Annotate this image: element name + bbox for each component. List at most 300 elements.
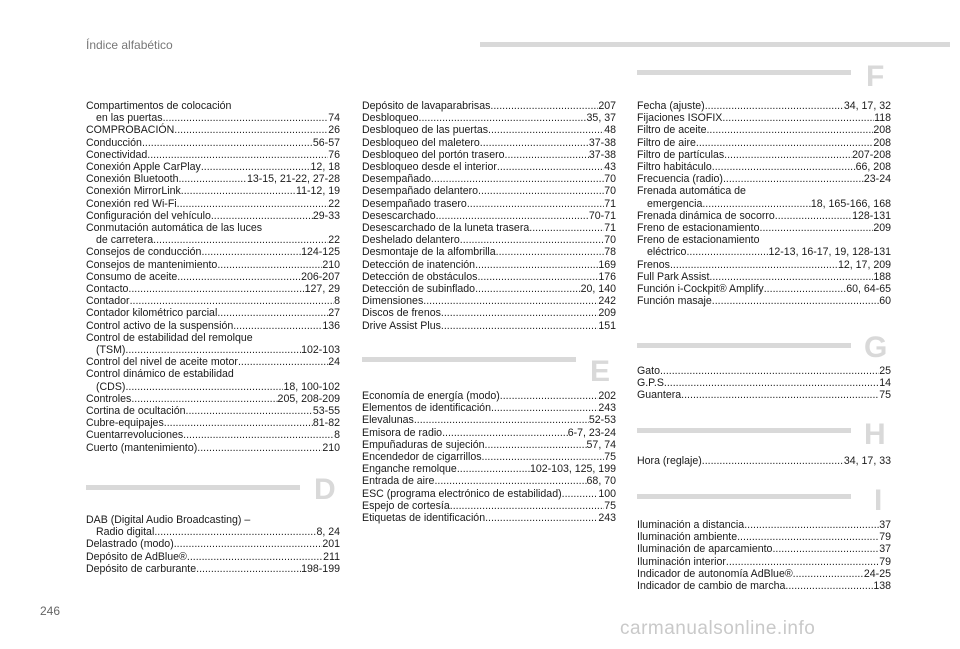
index-entry-pages: 76: [328, 148, 340, 161]
dot-leader: [154, 526, 316, 538]
index-entry: [86, 137, 340, 149]
index-entry-pages: 70: [604, 185, 616, 198]
index-entry: [637, 283, 891, 295]
index-entry-pages: 60, 64-65: [846, 283, 891, 296]
index-entry-label: Contador kilométrico parcial: [86, 307, 218, 320]
index-entry: [362, 271, 616, 283]
index-entry: [362, 222, 616, 234]
index-entry-label: Freno de estacionamiento: [637, 234, 760, 247]
dot-leader: [196, 563, 301, 575]
dot-leader: [562, 488, 599, 500]
dot-leader: [460, 234, 604, 246]
index-entry-label: Conexión Apple CarPlay: [86, 161, 201, 174]
index-entry-pages: 205, 208-209: [277, 392, 340, 405]
dot-leader: [187, 551, 323, 563]
index-column-3-g: [637, 365, 891, 402]
index-column-2-e: [362, 390, 616, 524]
index-entry-pages: 74: [328, 112, 340, 125]
index-entry-label: Depósito de AdBlue®: [86, 550, 187, 563]
index-entry-label: Desbloqueo del maletero: [362, 136, 480, 149]
index-entry: [637, 112, 891, 124]
index-entry-pages: 29-33: [312, 209, 340, 222]
dot-leader: [496, 246, 605, 258]
dot-leader: [726, 556, 879, 568]
dot-leader: [760, 222, 874, 234]
index-entry-label: Detección de inatención: [362, 258, 476, 271]
letter-divider-g: [637, 343, 851, 348]
index-entry-label: Filtro de partículas: [637, 148, 725, 161]
dot-leader: [488, 124, 604, 136]
index-entry-pages: 52-53: [588, 414, 616, 427]
dot-leader: [475, 283, 581, 295]
index-entry-pages: 75: [604, 451, 616, 464]
index-entry-pages: 188: [873, 270, 891, 283]
index-entry-pages: 79: [879, 555, 891, 568]
index-column-1-d: [86, 514, 340, 575]
index-entry: [637, 295, 891, 307]
index-entry-pages: 27: [328, 307, 340, 320]
index-entry: [86, 563, 340, 575]
index-entry-label: Discos de frenos: [362, 307, 441, 320]
index-entry-label: Deshelado delantero: [362, 234, 460, 247]
index-entry-label: Dimensiones: [362, 295, 424, 308]
dot-leader: [686, 246, 768, 258]
index-entry-pages: 243: [598, 402, 616, 415]
index-entry: [362, 295, 616, 307]
index-entry-label: Detección de subinflado: [362, 283, 476, 296]
index-entry: [86, 222, 340, 234]
index-entry: [86, 442, 340, 454]
dot-leader: [723, 173, 864, 185]
index-entry-label: Hora (reglaje): [637, 455, 702, 467]
index-entry-label: G.P.S.: [637, 377, 667, 390]
index-entry-label: Economía de energía (modo): [362, 390, 500, 402]
index-entry-label: Consumo de aceite: [86, 270, 178, 283]
index-entry: [86, 173, 340, 185]
index-entry-pages: 11-12, 19: [296, 185, 340, 198]
letter-heading-i: I: [874, 484, 883, 517]
dot-leader: [764, 283, 847, 295]
index-entry: [362, 161, 616, 173]
index-entry-label: Controles: [86, 392, 132, 405]
index-entry-label: Drive Assist Plus: [362, 319, 441, 332]
index-entry-label: Desescarchado de la luneta trasera: [362, 222, 530, 235]
index-entry: [362, 475, 616, 487]
index-entry-label: Control activo de la suspensión: [86, 319, 234, 332]
index-entry: [362, 124, 616, 136]
index-entry-label: Frenos: [637, 258, 670, 271]
dot-leader: [480, 137, 589, 149]
index-entry-label: Conducción: [86, 136, 142, 149]
index-entry: [637, 149, 891, 161]
index-entry-label: Conexión MirrorLink: [86, 185, 181, 198]
index-entry: [86, 526, 340, 538]
dot-leader: [681, 389, 879, 401]
index-entry: [86, 417, 340, 429]
dot-leader: [467, 198, 604, 210]
index-entry-pages: 242: [598, 295, 616, 308]
index-column-1-c: [86, 100, 340, 454]
index-entry: [86, 405, 340, 417]
index-entry: [86, 356, 340, 368]
index-entry-label: Consejos de conducción: [86, 246, 202, 259]
dot-leader: [125, 381, 283, 393]
index-entry-label: Función i-Cockpit® Amplify: [637, 283, 764, 296]
index-entry-pages: 209: [598, 307, 616, 320]
index-entry-label: Entrada de aire: [362, 475, 435, 488]
dot-leader: [477, 271, 598, 283]
index-entry-label: Frenada dinámica de socorro: [637, 209, 775, 222]
index-column-3-h: [637, 455, 891, 467]
index-entry-pages: 60: [879, 295, 891, 308]
dot-leader: [696, 137, 873, 149]
index-entry-label: Cuerto (mantenimiento): [86, 441, 198, 454]
dot-leader: [529, 222, 604, 234]
index-entry: [86, 100, 340, 112]
index-entry-pages: 12-13, 16-17, 19, 128-131: [768, 246, 891, 259]
index-entry-pages: 6-7, 23-24: [567, 426, 616, 439]
index-entry: [86, 246, 340, 258]
index-entry-label: Configuración del vehículo: [86, 209, 211, 222]
dot-leader: [490, 100, 598, 112]
index-entry-label: Cuentarrevoluciones: [86, 429, 184, 442]
index-entry-label: Cortina de ocultación: [86, 405, 186, 418]
index-entry-label: Desempañado: [362, 173, 431, 186]
index-entry: [362, 451, 616, 463]
index-entry: [362, 259, 616, 271]
index-entry: [362, 100, 616, 112]
index-entry: [362, 246, 616, 258]
index-entry-label: Gato: [637, 365, 660, 377]
index-entry-label: de carretera: [96, 234, 154, 247]
index-entry-pages: 18, 100-102: [283, 380, 340, 393]
dot-leader: [153, 234, 328, 246]
index-entry: [637, 519, 891, 531]
dot-leader: [217, 307, 328, 319]
index-entry-pages: 136: [322, 319, 340, 332]
dot-leader: [423, 295, 598, 307]
index-entry-pages: 70: [604, 173, 616, 186]
index-entry: [86, 210, 340, 222]
index-entry-pages: 12, 18: [310, 161, 340, 174]
index-entry-pages: 75: [879, 389, 891, 402]
index-entry: [637, 568, 891, 580]
index-entry-label: Filtro habitáculo: [637, 161, 712, 174]
index-entry-pages: 34, 17, 33: [843, 455, 891, 467]
index-entry: [362, 439, 616, 451]
dot-leader: [485, 439, 587, 451]
index-entry-pages: 210: [322, 258, 340, 271]
index-entry-pages: 37: [879, 543, 891, 556]
index-entry: [362, 283, 616, 295]
index-entry-pages: 8: [334, 429, 340, 442]
index-entry-label: Compartimentos de colocación: [86, 100, 232, 112]
index-entry-pages: 70: [604, 234, 616, 247]
dot-leader: [197, 442, 322, 454]
index-entry-label: Empuñaduras de sujeción: [362, 438, 485, 451]
index-entry-label: COMPROBACIÓN: [86, 124, 175, 137]
index-entry-label: Guantera: [637, 389, 682, 402]
index-entry: [637, 455, 891, 467]
dot-leader: [174, 538, 323, 550]
index-entry: [86, 295, 340, 307]
letter-heading-f: F: [866, 60, 885, 93]
dot-leader: [772, 543, 879, 555]
index-entry-label: Desempañado trasero: [362, 197, 467, 210]
index-entry-pages: 35, 37: [586, 112, 616, 125]
dot-leader: [183, 429, 334, 441]
dot-leader: [177, 271, 301, 283]
index-entry: [362, 488, 616, 500]
dot-leader: [793, 568, 864, 580]
index-entry: [86, 259, 340, 271]
dot-leader: [178, 173, 246, 185]
index-entry: [637, 259, 891, 271]
index-entry: [637, 271, 891, 283]
dot-leader: [497, 161, 604, 173]
index-entry-label: Etiquetas de identificación: [362, 512, 486, 525]
index-entry: [86, 198, 340, 210]
index-entry-pages: 201: [322, 538, 340, 551]
index-entry-pages: 207-208: [852, 148, 891, 161]
index-entry: [86, 332, 340, 344]
index-entry-pages: 37-38: [588, 136, 616, 149]
index-entry-pages: 8, 24: [316, 526, 340, 539]
index-entry: [362, 149, 616, 161]
dot-leader: [706, 124, 873, 136]
index-entry-label: eléctrico: [647, 246, 687, 259]
index-entry-pages: 202: [598, 390, 616, 402]
dot-leader: [667, 377, 879, 389]
index-entry-label: (TSM): [96, 344, 126, 357]
index-entry-label: Consejos de mantenimiento: [86, 258, 218, 271]
dot-leader: [702, 455, 844, 467]
dot-leader: [702, 198, 811, 210]
dot-leader: [419, 112, 587, 124]
dot-leader: [485, 512, 598, 524]
index-entry-label: Elevalunas: [362, 414, 414, 427]
letter-heading-g: G: [864, 331, 888, 364]
index-entry: [362, 234, 616, 246]
index-entry-label: Fijaciones ISOFIX: [637, 112, 723, 125]
index-entry-pages: 37-38: [588, 148, 616, 161]
index-entry-pages: 209: [873, 222, 891, 235]
index-entry: [362, 500, 616, 512]
index-entry: [362, 185, 616, 197]
index-entry-pages: 43: [604, 161, 616, 174]
index-entry-label: Desbloqueo: [362, 112, 419, 125]
index-entry-label: Depósito de lavaparabrisas: [362, 100, 491, 112]
index-entry-pages: 20, 140: [580, 283, 616, 296]
dot-leader: [434, 475, 586, 487]
index-entry: [362, 112, 616, 124]
watermark-text: carmanualsonline.info: [620, 618, 816, 639]
index-entry-pages: 102-103, 125, 199: [529, 463, 616, 476]
index-entry-label: Conmutación automática de las luces: [86, 222, 263, 235]
letter-heading-h: H: [864, 418, 886, 451]
dot-leader: [705, 100, 844, 112]
dot-leader: [722, 112, 874, 124]
index-entry: [362, 198, 616, 210]
index-entry: [86, 551, 340, 563]
index-entry: [86, 514, 340, 526]
index-entry-pages: 81-82: [312, 417, 340, 430]
dot-leader: [233, 320, 322, 332]
dot-leader: [131, 393, 277, 405]
index-entry-pages: 57, 74: [586, 438, 616, 451]
index-entry-pages: 124-125: [301, 246, 340, 259]
index-entry: [86, 368, 340, 380]
dot-leader: [163, 112, 329, 124]
index-entry-pages: 24-25: [863, 567, 891, 580]
letter-divider-d: [86, 485, 300, 490]
index-entry-pages: 14: [879, 377, 891, 390]
index-entry-label: (CDS): [96, 380, 126, 393]
index-entry: [362, 402, 616, 414]
index-column-3-f: [637, 100, 891, 307]
index-entry-pages: 78: [604, 246, 616, 259]
dot-leader: [491, 402, 598, 414]
index-entry-pages: 169: [598, 258, 616, 271]
dot-leader: [201, 246, 301, 258]
index-entry-label: Control del nivel de aceite motor: [86, 356, 238, 369]
dot-leader: [660, 365, 879, 377]
dot-leader: [785, 580, 873, 592]
index-entry-pages: 53-55: [312, 405, 340, 418]
index-entry-label: Indicador de autonomía AdBlue®: [637, 567, 793, 580]
index-entry-pages: 118: [874, 112, 891, 125]
dot-leader: [724, 149, 852, 161]
index-entry-pages: 26: [328, 124, 340, 137]
index-entry-pages: 34, 17, 32: [843, 100, 891, 112]
letter-heading-e: E: [590, 355, 611, 388]
index-entry: [637, 556, 891, 568]
index-entry: [362, 414, 616, 426]
index-column-2-d: [362, 100, 616, 332]
dot-leader: [211, 210, 313, 222]
index-entry-label: Espejo de cortesía: [362, 499, 450, 512]
index-entry: [362, 307, 616, 319]
index-entry-pages: 208: [873, 136, 891, 149]
dot-leader: [431, 173, 604, 185]
index-entry-label: DAB (Digital Audio Broadcasting) –: [86, 514, 251, 526]
index-entry: [86, 185, 340, 197]
index-entry: [362, 390, 616, 402]
dot-leader: [482, 451, 605, 463]
index-entry-pages: 211: [323, 550, 340, 563]
index-entry: [637, 365, 891, 377]
index-entry-label: Detección de obstáculos: [362, 270, 478, 283]
index-entry: [637, 389, 891, 401]
dot-leader: [505, 149, 589, 161]
dot-leader: [712, 161, 856, 173]
letter-divider-h: [637, 428, 851, 433]
index-entry-label: Desmontaje de la alfombrilla: [362, 246, 496, 259]
index-entry-label: Freno de estacionamiento: [637, 222, 760, 235]
index-entry-label: Desempañado delantero: [362, 185, 479, 198]
dot-leader: [414, 414, 589, 426]
index-entry-pages: 243: [598, 512, 616, 525]
dot-leader: [217, 259, 322, 271]
index-entry-pages: 151: [598, 319, 616, 332]
dot-leader: [128, 283, 304, 295]
index-entry-label: Función masaje: [637, 295, 712, 308]
index-entry-label: Delastrado (modo): [86, 538, 174, 551]
index-entry-pages: 68, 70: [586, 475, 616, 488]
index-entry: [86, 393, 340, 405]
dot-leader: [147, 149, 328, 161]
index-entry: [86, 271, 340, 283]
index-entry-label: Frenada automática de: [637, 185, 746, 198]
index-entry-pages: 127, 29: [304, 283, 340, 296]
index-entry-label: Elementos de identificación: [362, 402, 491, 415]
index-column-3-i: [637, 519, 891, 592]
index-entry-pages: 22: [328, 197, 340, 210]
index-entry: [637, 222, 891, 234]
dot-leader: [238, 356, 328, 368]
index-entry: [86, 538, 340, 550]
index-entry-label: Desbloqueo de las puertas: [362, 124, 489, 137]
index-entry-label: Depósito de carburante: [86, 562, 197, 575]
index-entry: [637, 161, 891, 173]
index-entry-pages: 210: [322, 441, 340, 454]
index-entry-pages: 24: [328, 356, 340, 369]
index-entry: [362, 512, 616, 524]
index-entry-pages: 12, 17, 209: [837, 258, 891, 271]
index-entry: [637, 531, 891, 543]
index-entry: [86, 283, 340, 295]
index-entry: [86, 429, 340, 441]
dot-leader: [442, 427, 568, 439]
dot-leader: [125, 344, 301, 356]
index-entry: [637, 246, 891, 258]
index-entry-label: Radio digital: [96, 526, 155, 539]
index-entry-pages: 75: [604, 499, 616, 512]
dot-leader: [436, 210, 589, 222]
index-entry: [86, 124, 340, 136]
dot-leader: [475, 259, 598, 271]
index-entry-label: Conexión Bluetooth: [86, 173, 179, 186]
index-entry-pages: 22: [328, 234, 340, 247]
index-entry-pages: 207: [598, 100, 616, 112]
index-entry-pages: 208: [873, 124, 891, 137]
index-entry-label: Contador: [86, 295, 130, 308]
index-entry: [362, 210, 616, 222]
index-entry: [86, 381, 340, 393]
letter-divider-f: [637, 70, 851, 75]
index-entry-label: Conectividad: [86, 148, 148, 161]
index-entry: [86, 234, 340, 246]
index-entry: [362, 427, 616, 439]
index-entry-pages: 102-103: [301, 344, 340, 357]
letter-divider-i: [637, 494, 851, 499]
dot-leader: [201, 161, 311, 173]
dot-leader: [775, 210, 852, 222]
index-entry-label: Fecha (ajuste): [637, 100, 705, 112]
index-entry-pages: 25: [879, 365, 891, 377]
index-entry: [86, 161, 340, 173]
dot-leader: [142, 137, 313, 149]
index-entry-pages: 56-57: [312, 136, 340, 149]
dot-leader: [441, 320, 598, 332]
dot-leader: [709, 271, 873, 283]
header-rule: [480, 42, 950, 47]
index-entry-pages: 70-71: [588, 209, 616, 222]
index-entry-label: Conexión red Wi-Fi: [86, 197, 177, 210]
index-entry-label: Desbloqueo del portón trasero: [362, 148, 505, 161]
index-entry-label: Filtro de aceite: [637, 124, 707, 137]
index-entry: [637, 234, 891, 246]
